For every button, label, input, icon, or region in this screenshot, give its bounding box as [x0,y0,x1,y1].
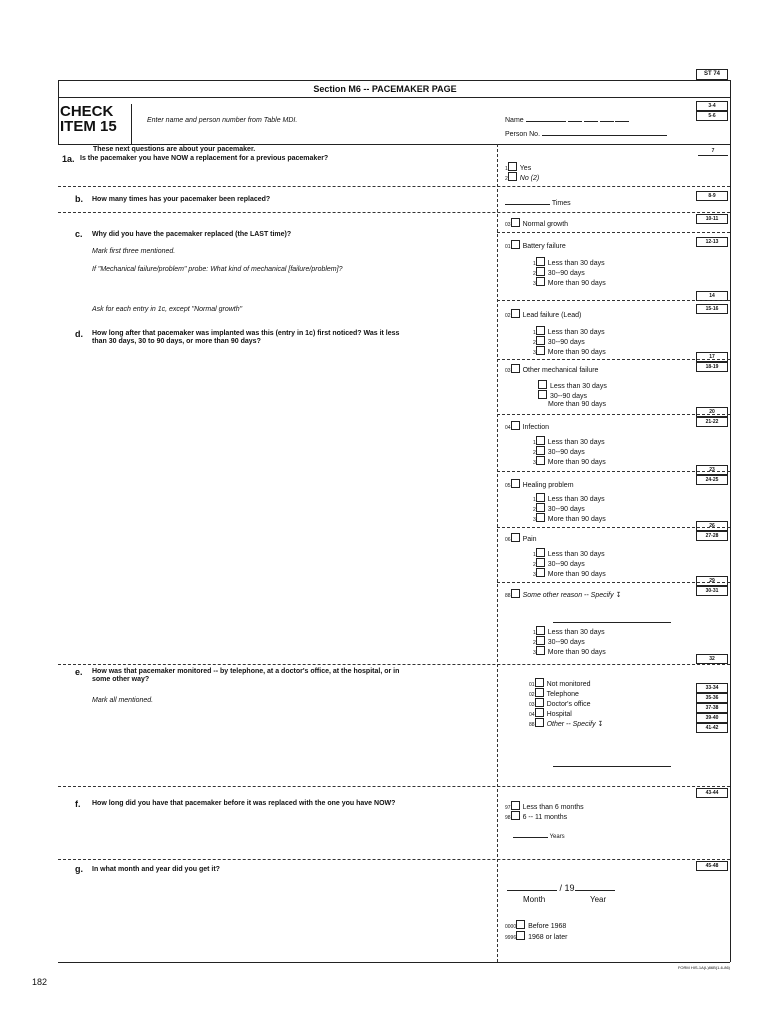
q1c-code-9: 23 [696,465,728,475]
checkbox[interactable] [538,380,547,389]
arrow-down-icon: ↧ [615,592,622,599]
q1c-number: c. [75,229,83,239]
reason-rule [497,359,730,360]
q1a-text: Is the pacemaker you have NOW a replacement for a previous pacemaker? [80,155,329,162]
q1e-code-1: 33-34 [696,683,728,693]
q1c-text: Why did you have the pacemaker replaced (the LAST time)? [92,231,292,238]
infection-sub-2[interactable]: 2 30--90 days [533,446,585,458]
q1c-code-1: 10-11 [696,214,728,224]
specify-line [553,622,671,623]
q1e-code-4: 39-40 [696,713,728,723]
other-sub-2[interactable]: 2 30--90 days [533,636,585,648]
checkbox[interactable] [536,257,545,266]
form-top-code: ST 74 [696,69,728,80]
arrow-down-icon: ↧ [597,721,604,728]
checkbox[interactable] [536,646,545,655]
q1g-year-label: Year [590,895,607,904]
q1f-less-than-6-months[interactable]: 97 Less than 6 months [505,801,584,813]
q1c-code-8: 21-22 [696,417,728,427]
q1g-text: In what month and year did you get it? [92,866,220,873]
name-field[interactable]: Name [505,117,629,124]
q1c-code-4: 15-16 [696,304,728,314]
q1c-code-15: 32 [696,654,728,664]
q1c-code-6: 18-19 [696,362,728,372]
checkbox[interactable] [511,364,520,373]
section-title: Section M6 -- PACEMAKER PAGE [313,84,457,94]
person-number-field[interactable]: Person No. [505,131,667,138]
q1c-code-5: 17 [696,352,728,362]
checkbox[interactable] [516,931,525,940]
reason-rule [497,300,730,301]
checkbox[interactable] [535,718,544,727]
mech-sub-1[interactable]: Less than 30 days [538,380,607,391]
lead-sub-2[interactable]: 2 30--90 days [533,336,585,348]
name-code-1: 3-4 [696,101,728,111]
top-rule [58,80,730,81]
checkbox[interactable] [536,277,545,286]
q1e-specify-line [553,766,671,767]
title-rule [58,97,730,98]
reason-other-specify[interactable]: 88 Some other reason -- Specify ↧ [505,589,621,601]
battery-sub-2[interactable]: 2 30--90 days [533,267,585,279]
checkbox[interactable] [536,626,545,635]
healing-sub-2[interactable]: 2 30--90 days [533,503,585,515]
q1f-years-field[interactable]: Years [513,833,565,842]
q1e-code-2: 35-36 [696,693,728,703]
q1e-doctors-office[interactable]: 03 Doctor's office [529,698,591,710]
q1e-code-5: 41-42 [696,723,728,733]
q1b-number: b. [75,194,83,204]
pain-sub-2[interactable]: 2 30--90 days [533,558,585,570]
q1g-month-label: Month [523,895,546,904]
q1g-before-1968[interactable]: 0000 Before 1968 [505,920,566,932]
q1a-yes[interactable]: 1 Yes [505,162,531,174]
reason-rule [497,471,730,472]
name-code-2: 5-6 [696,111,728,121]
page-number: 182 [32,977,48,987]
checkbox[interactable] [535,678,544,687]
checkbox[interactable] [511,479,520,488]
checkbox[interactable] [511,801,520,810]
q1b-times-field[interactable]: Times [505,199,571,208]
q1e-text: How was that pacemaker monitored -- by telephone, at a doctor's office, at the hospital, or in some other way? [92,668,400,683]
q1a-code: 7 [698,147,728,156]
checkbox[interactable] [536,513,545,522]
checkbox[interactable] [536,456,545,465]
battery-sub-3[interactable]: 3 More than 90 days [533,277,606,289]
q1g-1968-or-later[interactable]: 9996 1968 or later [505,931,567,943]
q1c-instruction-1: Mark first three mentioned. [92,248,176,255]
checkbox[interactable] [511,309,520,318]
q1e-hospital[interactable]: 04 Hospital [529,708,572,720]
infection-sub-1[interactable]: 1 Less than 30 days [533,436,605,448]
checkbox[interactable] [536,568,545,577]
q1c-instruction-3: Ask for each entry in 1c, except "Normal growth" [92,306,243,313]
q1d-text: How long after that pacemaker was implanted was this (entry in 1c) first noticed? Was it less than 30 days, 30 to 90 days, or more than 90 days? [92,330,400,345]
q1e-number: e. [75,667,83,677]
checkbox[interactable] [511,421,520,430]
checkbox[interactable] [511,218,520,227]
column-divider [497,144,498,962]
q1f-6-11-months[interactable]: 98 6 -- 11 months [505,811,567,823]
checkbox[interactable] [511,589,520,598]
reason-lead-failure[interactable]: 02 Lead failure (Lead) [505,309,581,321]
reason-rule [497,582,730,583]
checkbox[interactable] [535,708,544,717]
q1c-code-2: 12-13 [696,237,728,247]
check-rule [58,144,730,145]
right-border [730,80,731,962]
pain-sub-3[interactable]: 3 More than 90 days [533,568,606,580]
checkbox[interactable] [535,688,544,697]
reason-pain[interactable]: 06 Pain [505,533,537,545]
q1b-text: How many times has your pacemaker been replaced? [92,196,271,203]
checkbox[interactable] [536,548,545,557]
q1a-intro: These next questions are about your pacemaker. [93,146,256,153]
q1c-code-3: 14 [696,291,728,301]
checkbox[interactable] [536,503,545,512]
q1c-code-11: 26 [696,521,728,531]
q1e-other-specify[interactable]: 88 Other -- Specify ↧ [529,718,603,730]
q1e-rule [58,786,730,787]
q1e-instruction: Mark all mentioned. [92,697,154,704]
lead-sub-3[interactable]: 3 More than 90 days [533,346,606,358]
pain-sub-1[interactable]: 1 Less than 30 days [533,548,605,560]
q1c-code-7: 20 [696,407,728,417]
q1f-text: How long did you have that pacemaker before it was replaced with the one you have NOW? [92,800,396,807]
checkbox[interactable] [536,267,545,276]
q1e-telephone[interactable]: 02 Telephone [529,688,579,700]
other-sub-3[interactable]: 3 More than 90 days [533,646,606,658]
checkbox[interactable] [536,336,545,345]
checkbox[interactable] [511,533,520,542]
q1f-code: 43-44 [696,788,728,798]
healing-sub-1[interactable]: 1 Less than 30 days [533,493,605,505]
checkbox[interactable] [538,390,547,399]
checkbox[interactable] [511,240,520,249]
reason-rule [497,527,730,528]
q1c-code-13: 29 [696,576,728,586]
check-item-divider [131,104,132,144]
other-sub-1[interactable]: 1 Less than 30 days [533,626,605,638]
q1f-number: f. [75,799,81,809]
q1a-rule [58,186,730,187]
lead-sub-1[interactable]: 1 Less than 30 days [533,326,605,338]
q1c-code-10: 24-25 [696,475,728,485]
bottom-rule [58,962,730,963]
q1c-code-12: 27-28 [696,531,728,541]
mech-sub-3[interactable]: More than 90 days [548,401,606,408]
q1d-rule [58,664,730,665]
q1b-code: 8-9 [696,191,728,201]
mech-sub-2[interactable]: 30--90 days [538,390,587,401]
q1c-code-14: 30-31 [696,586,728,596]
q1a-no[interactable]: 2 No (2) [505,172,539,184]
infection-sub-3[interactable]: 3 More than 90 days [533,456,606,468]
checkbox[interactable] [508,162,517,171]
reason-rule [497,232,730,233]
checkbox[interactable] [536,326,545,335]
checkbox[interactable] [536,446,545,455]
reason-battery-failure[interactable]: 01 Battery failure [505,240,566,252]
check-instruction: Enter name and person number from Table MDI. [147,117,298,124]
checkbox[interactable] [536,436,545,445]
footer-form-code: FORM HIS-1A(L)86B(1-6-86) [677,965,730,970]
checkbox[interactable] [536,636,545,645]
q1f-rule [58,859,730,860]
q1d-number: d. [75,329,83,339]
checkbox[interactable] [508,172,517,181]
checkbox[interactable] [535,698,544,707]
q1a-number: 1a. [62,154,75,164]
reason-other-mechanical[interactable]: 03 Other mechanical failure [505,364,598,376]
q1b-rule [58,212,730,213]
check-item-label: CHECK ITEM 15 [60,103,117,135]
checkbox[interactable] [511,811,520,820]
reason-healing-problem[interactable]: 05 Healing problem [505,479,574,491]
healing-sub-3[interactable]: 3 More than 90 days [533,513,606,525]
q1g-number: g. [75,864,83,874]
q1e-not-monitored[interactable]: 01 Not monitored [529,678,591,690]
reason-infection[interactable]: 04 Infection [505,421,549,433]
reason-normal-growth[interactable]: 03 Normal growth [505,218,568,230]
checkbox[interactable] [536,346,545,355]
q1e-code-3: 37-38 [696,703,728,713]
q1g-date-field[interactable]: / 19 [507,883,615,893]
checkbox[interactable] [536,558,545,567]
q1c-instruction-2: If "Mechanical failure/problem" probe: What kind of mechanical [failure/problem]? [92,266,343,273]
checkbox[interactable] [516,920,525,929]
q1g-code: 45-48 [696,861,728,871]
battery-sub-1[interactable]: 1 Less than 30 days [533,257,605,269]
reason-rule [497,414,730,415]
checkbox[interactable] [536,493,545,502]
